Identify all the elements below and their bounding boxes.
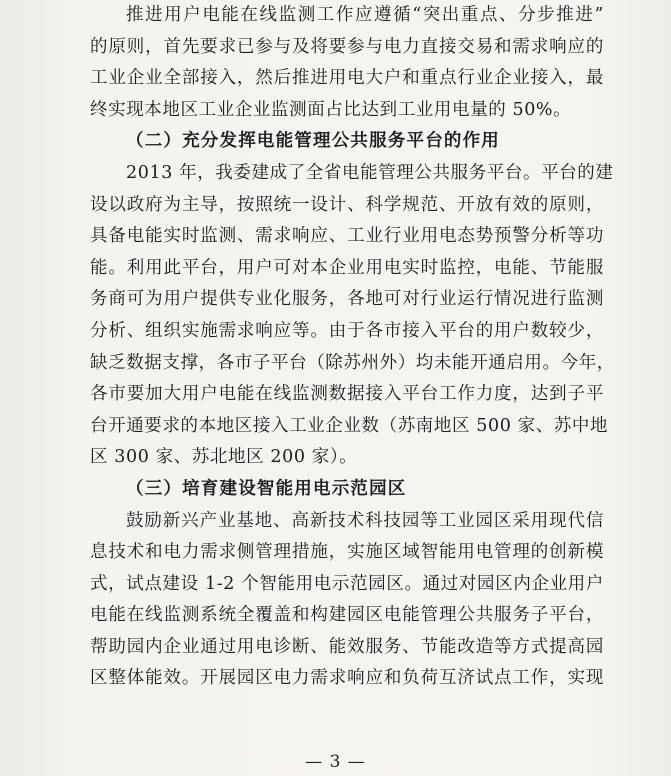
text-line: 电能在线监测系统全覆盖和构建园区电能管理公共服务子平台， [90, 605, 604, 626]
text-line: 能。利用此平台，用户可对本企业用电实时监控，电能、节能服 [90, 257, 604, 278]
text-line: 的原则，首先要求已参与及将要参与电力直接交易和需求响应的 [90, 36, 604, 57]
text-line: 缺乏数据支撑，各市子平台（除苏州外）均未能开通启用。今年， [90, 352, 615, 373]
text-line: 2013 年，我委建成了全省电能管理公共服务平台。平台的建 [126, 162, 614, 183]
text-line: 推进用户电能在线监测工作应遵循“突出重点、分步推进” [126, 5, 604, 25]
page-number: — 3 — [305, 752, 366, 772]
text-line: 台开通要求的本地区接入工业企业数（苏南地区 500 家、苏中地 [90, 415, 609, 436]
text-line: 鼓励新兴产业基地、高新技术科技园等工业园区采用现代信 [126, 510, 604, 531]
text-line: 帮助园内企业通过用电诊断、能效服务、节能改造等方式提高园 [90, 636, 604, 657]
text-line: 息技术和电力需求侧管理措施，实施区域智能用电管理的创新模 [90, 542, 604, 563]
text-line: 工业企业全部接入，然后推进用电大户和重点行业企业接入，最 [90, 68, 604, 89]
section-heading [90, 474, 604, 506]
paragraph [90, 506, 604, 696]
paragraph [90, 158, 615, 474]
body-text [90, 0, 615, 695]
paragraph [90, 0, 604, 126]
text-line: 区整体能效。开展园区电力需求响应和负荷互济试点工作，实现 [90, 668, 604, 689]
text-line: 务商可为用户提供专业化服务，各地可对行业运行情况进行监测 [90, 289, 604, 310]
text-line: 区 300 家、苏北地区 200 家）。 [90, 447, 358, 468]
heading-line: （三）培育建设智能用电示范园区 [126, 478, 407, 499]
text-line: 式，试点建设 1-2 个智能用电示范园区。通过对园区内企业用户 [90, 573, 604, 594]
text-line: 分析、组织实施需求响应等。由于各市接入平台的用户数较少， [90, 320, 604, 341]
text-line: 设以政府为主导，按照统一设计、科学规范、开放有效的原则， [90, 194, 604, 215]
text-line: 终实现本地区工业企业监测面占比达到工业用电量的 50%。 [90, 99, 572, 120]
heading-line: （二）充分发挥电能管理公共服务平台的作用 [126, 131, 500, 152]
text-line: 具备电能实时监测、需求响应、工业行业用电态势预警分析等功 [90, 226, 604, 247]
text-line: 各市要加大用户电能在线监测数据接入平台工作力度，达到子平 [90, 384, 604, 405]
section-heading [90, 126, 604, 158]
